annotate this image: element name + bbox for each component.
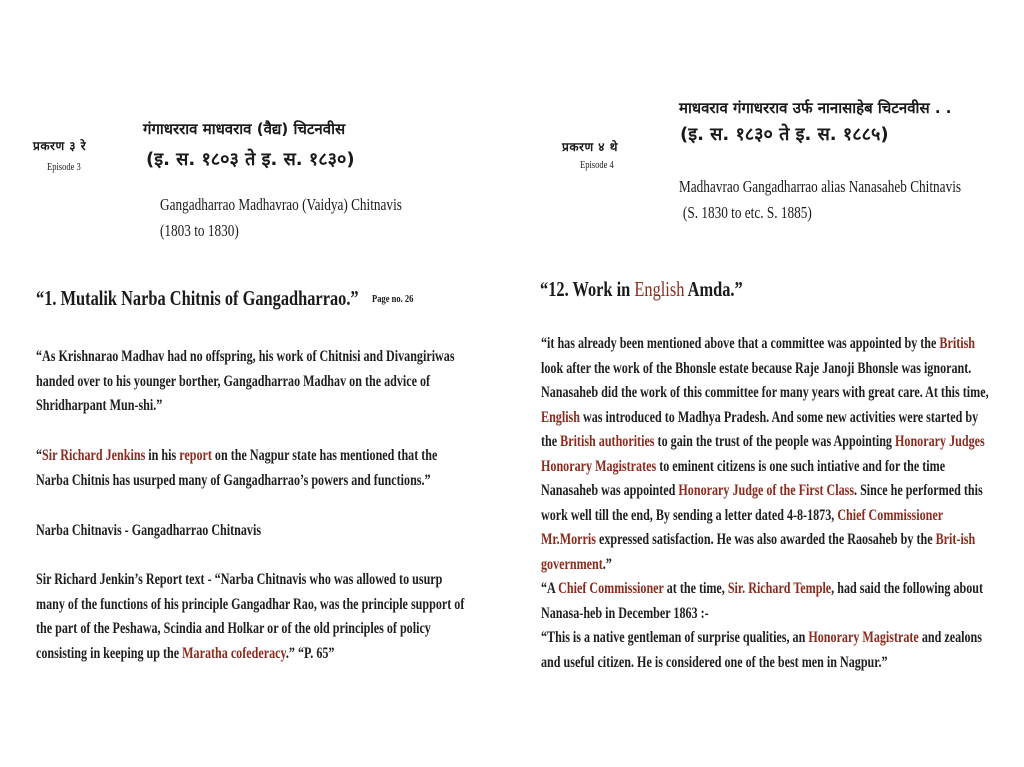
title-english-left-line1: Gangadharrao Madhavrao (Vaidya) Chitnavis [160, 195, 402, 214]
text-run: , had said the following about Nanasa-heb in December 1863 :- [541, 580, 984, 622]
title-marathi-right-text: माधवराव गंगाधरराव उर्फ नानासाहेब चिटनवीस [679, 99, 930, 117]
highlight-english: English [634, 277, 685, 301]
section-heading-left: “1. Mutalik Narba Chitnis of Gangadharrao.” [36, 286, 359, 310]
text-run: Sir Richard Jenkin’s Report text - “Narba Chitnavis who was allowed to usurp many of the functions of his principle Gangadhar Rao, was the principle support of the part of the Peshawa, Scindia and Holkar or of the old principles of policy consisting in keeping up the [36, 571, 465, 662]
text-run: look after the work of the Bhonsle estate because Raje Janoji Bhonsle was ignorant. Nanasaheb did the work of this committee for many years with great care. At this time, [541, 359, 989, 401]
paragraph-left-2 [36, 444, 463, 493]
text-run: on the Nagpur state has mentioned that the Narba Chitnis has usurped many of Gangadharrao’s powers and functions.” [36, 447, 438, 489]
text-run: was introduced to Madhya Pradesh. And some new activities were started by the [541, 408, 979, 450]
text-run: “12. Work in [540, 277, 635, 301]
highlight-honorary-judges: Honorary Judges Honorary Magistrates [541, 433, 985, 475]
text-run: at the time, [663, 580, 728, 597]
episode-english-right: Episode 4 [580, 160, 614, 171]
title-english-right-line1: Madhavrao Gangadharrao alias Nanasaheb Chitnavis [679, 177, 962, 196]
highlight-british-government: Brit-ish government [541, 531, 976, 573]
text-run: Amda.” [684, 277, 743, 301]
text-run: .” “P. 65” [285, 644, 335, 662]
highlight-chief-commissioner: Chief Commissioner [558, 580, 664, 597]
title-english-left [160, 192, 488, 244]
highlight-british: British [939, 335, 976, 352]
episode-english-left: Episode 3 [47, 162, 81, 173]
text-run: “This is a native gentleman of surprise qualities, an [541, 629, 809, 646]
page-number: Page no. 26 [372, 294, 414, 305]
title-english-left-line2: (1803 to 1830) [160, 221, 239, 240]
paragraph-right-2 [541, 577, 992, 626]
title-english-right-line2: (S. 1830 to etc. S. 1885) [682, 203, 812, 222]
dates-marathi-right: (इ. स. १८३० ते इ. स. १८८५) [680, 124, 889, 145]
highlight-english-2: English [541, 408, 580, 426]
highlight-chief-commissioner-morris: Chief Commissioner Mr.Morris [541, 506, 943, 548]
episode-marathi-left: प्रकरण ३ रे [33, 139, 87, 153]
text-run: to eminent citizens is one such intiative and for the time Nanasaheb was appointed [541, 457, 946, 499]
paragraph-left-4 [36, 568, 473, 666]
paragraph-right-1 [541, 332, 992, 577]
text-run: expressed satisfaction. He was also awarded the Raosaheb by the [595, 531, 936, 548]
text-run: “it has already been mentioned above that a committee was appointed by the [541, 335, 940, 352]
text-run: in his [145, 447, 180, 464]
paragraph-right-3 [541, 626, 992, 675]
highlight-british-authorities: British authorities [560, 433, 655, 450]
highlight-sir-richard-temple: Sir. Richard Temple [727, 580, 832, 597]
title-marathi-right [679, 95, 951, 121]
highlight-sir-richard-jenkins: Sir Richard Jenkins [42, 447, 146, 464]
title-marathi-left: गंगाधरराव माधवराव (वैद्य) चिटनवीस [143, 120, 346, 138]
highlight-honorary-judge-first-class: Honorary Judge of the First Class [678, 482, 855, 499]
text-run: “A [541, 580, 559, 597]
highlight-honorary-magistrate: Honorary Magistrate [808, 629, 919, 646]
highlight-report: report [179, 447, 212, 464]
paragraph-left-1: “As Krishnarao Madhav had no offspring, his work of Chitnisi and Divangiriwas handed over to his younger borther, Gangadharrao Madhav on the advice of Shridharpant Mun-shi.” [36, 348, 455, 414]
title-dots: . . [934, 99, 952, 117]
text-run: .” [602, 555, 612, 573]
paragraph-left-3: Narba Chitnavis - Gangadharrao Chitnavis [36, 522, 262, 539]
highlight-maratha-cofederacy: Maratha cofederacy [182, 644, 286, 662]
section-heading-right [540, 277, 743, 302]
text-run: “ [36, 447, 43, 464]
episode-marathi-right: प्रकरण ४ थे [562, 140, 618, 154]
text-run: and zealons and useful citizen. He is considered one of the best men in Nagpur.” [541, 629, 982, 671]
text-run: . Since he performed this work well till the end, By sending a letter dated 4-8-1873, [541, 482, 983, 524]
dates-marathi-left: (इ. स. १८०३ ते इ. स. १८३०) [146, 149, 355, 170]
text-run: to gain the trust of the people was Appointing [654, 433, 896, 450]
title-english-right [679, 174, 1014, 226]
